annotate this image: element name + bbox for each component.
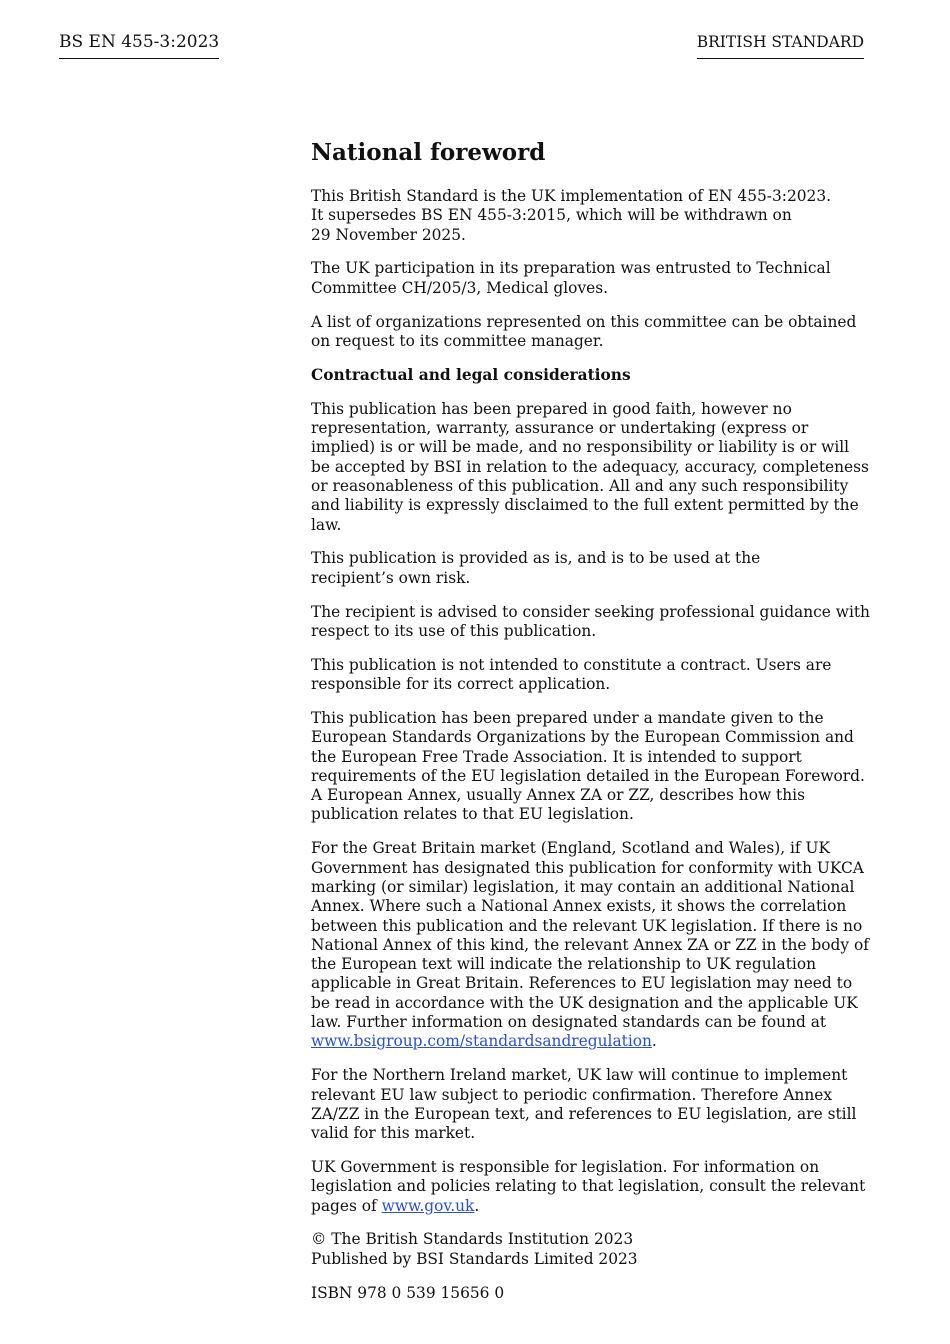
supersedes-line: It supersedes BS EN 455-3:2015, which will be withdrawn on xyxy=(311,206,792,225)
uk-government-paragraph xyxy=(311,1158,871,1216)
implementation-paragraph xyxy=(311,187,871,245)
great-britain-paragraph xyxy=(311,839,871,1051)
publisher-line: Published by BSI Standards Limited 2023 xyxy=(311,1249,638,1268)
committee-paragraph: The UK participation in its preparation was entrusted to Technical Committee CH/205/3, Medical gloves. xyxy=(311,259,831,297)
contract-paragraph: This publication is not intended to constitute a contract. Users are responsible for its correct application. xyxy=(311,655,832,694)
period: . xyxy=(651,1032,657,1051)
page-title: National foreword xyxy=(311,139,546,166)
implementation-line: This British Standard is the UK implementation of EN 455-3:2023. xyxy=(311,187,832,205)
withdrawal-date-line: 29 November 2025. xyxy=(311,225,466,244)
uk-government-text: UK Government is responsible for legislation. For information on legislation and policies relating to that legislation, consult the relevant pages of xyxy=(311,1158,866,1215)
northern-ireland-paragraph: For the Northern Ireland market, UK law will continue to implement relevant EU law subject to periodic confirmation. Therefore Annex ZA/ZZ in the European text, and references to EU legislation, are still valid for this market. xyxy=(311,1066,857,1143)
disclaimer-paragraph: This publication has been prepared in good faith, however no representation, warranty, assurance or undertaking (express or implied) is or will be made, and no responsibility or liability is or will be accepted by BSI in relation to the adequacy, accuracy, completeness or reasonableness of this publication. All and any such responsibility and liability is expressly disclaimed to the full extent permitted by the law. xyxy=(311,399,869,534)
risk-line: This publication is provided as is, and is to be used at the xyxy=(311,549,761,568)
document-type: BRITISH STANDARD xyxy=(697,30,864,59)
document-number: BS EN 455-3:2023 xyxy=(59,30,219,59)
organizations-paragraph: A list of organizations represented on this committee can be obtained on request to its committee manager. xyxy=(311,312,857,350)
gov-uk-link[interactable]: www.gov.uk xyxy=(381,1196,475,1215)
copyright-paragraph xyxy=(311,1230,871,1269)
mandate-paragraph: This publication has been prepared under a mandate given to the European Standards Organizations by the European Commission and the European Free Trade Association. It is intended to support requirements of the EU legislation detailed in the European Foreword. A European Annex, usually Annex ZA or ZZ, describes how this publication relates to that EU legislation. xyxy=(311,708,865,824)
risk-paragraph xyxy=(311,549,871,588)
guidance-paragraph: The recipient is advised to consider seeking professional guidance with respect to its use of this publication. xyxy=(311,602,870,640)
national-foreword xyxy=(311,136,871,1318)
great-britain-text: For the Great Britain market (England, Scotland and Wales), if UK Government has designated this publication for conformity with UKCA marking (or similar) legislation, it may contain an additional National Annex. Where such a National Annex exists, it shows the correlation between this publication and the relevant UK legislation. If there is no National Annex of this kind, the relevant Annex ZA or ZZ in the body of the European text will indicate the relationship to UK regulation applicable in Great Britain. References to EU legislation may need to be read in accordance with the UK designation and the applicable UK law. Further information on designated standards can be found at xyxy=(311,839,869,1032)
risk-line: recipient’s own risk. xyxy=(311,568,471,587)
legal-considerations-heading: Contractual and legal considerations xyxy=(311,365,631,384)
period: . xyxy=(474,1196,480,1215)
bsigroup-link[interactable]: www.bsigroup.com/standardsandregulation xyxy=(311,1032,652,1051)
isbn: ISBN 978 0 539 15656 0 xyxy=(311,1283,505,1302)
copyright-line: © The British Standards Institution 2023 xyxy=(311,1230,634,1249)
